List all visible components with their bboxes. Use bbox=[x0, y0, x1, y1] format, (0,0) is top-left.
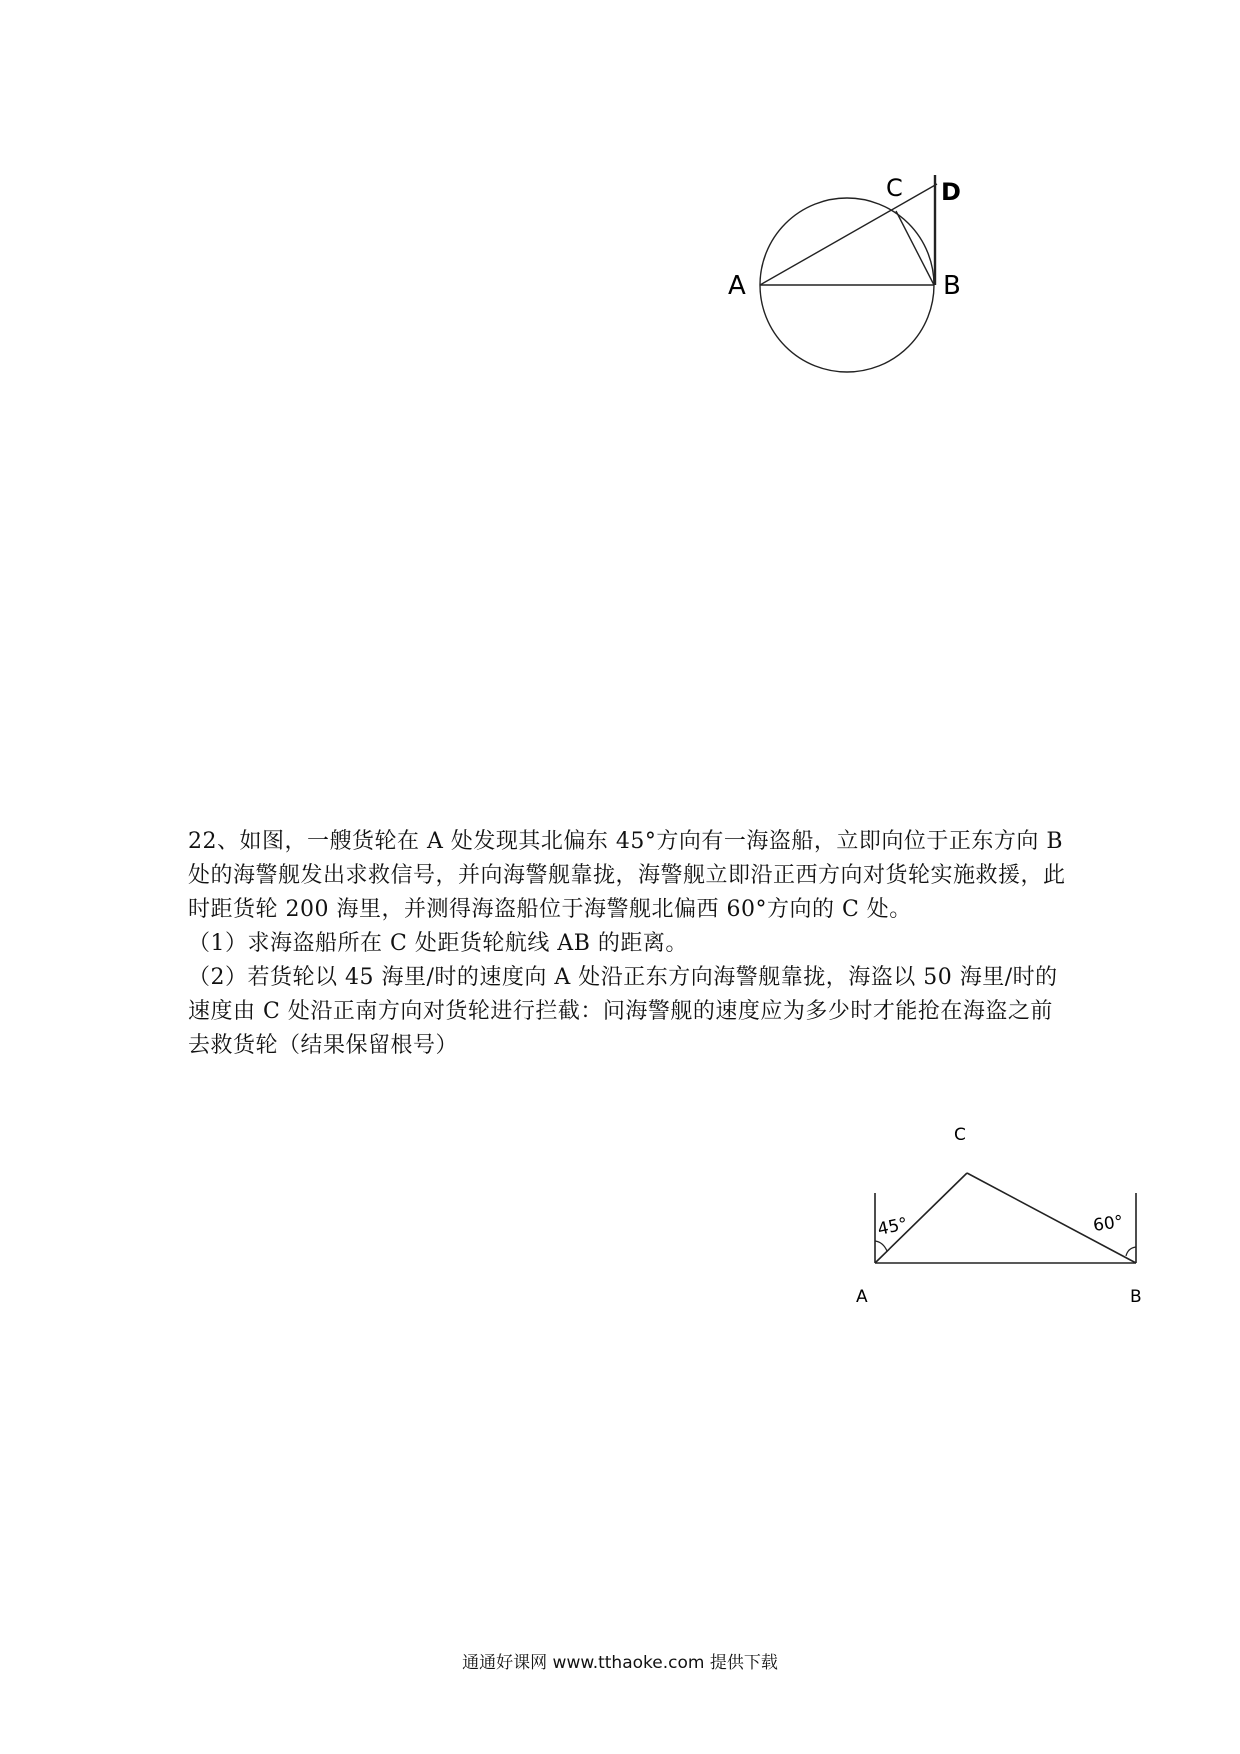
angle-arc-b bbox=[1126, 1247, 1136, 1256]
label-c: C bbox=[886, 174, 903, 202]
label-d: D bbox=[941, 178, 961, 206]
triangle-diagram bbox=[840, 1110, 1160, 1310]
problem-statement: 22、如图，一艘货轮在 A 处发现其北偏东 45°方向有一海盗船，立即向位于正东方向 B 处的海警舰发出求救信号，并向海警舰靠拢，海警舰立即沿正西方向对货轮实施救援，此时距货轮 200 海里，并测得海盗船位于海警舰北偏西 60°方向的 C 处。 bbox=[188, 829, 1066, 922]
label-a: A bbox=[856, 1287, 868, 1307]
label-a: A bbox=[728, 271, 746, 301]
problem-part-1: （1）求海盗船所在 C 处距货轮航线 AB 的距离。 bbox=[188, 931, 688, 956]
circle-diagram bbox=[700, 170, 980, 410]
segment-ad bbox=[760, 184, 937, 285]
problem-text bbox=[188, 825, 1068, 1063]
angle-arc-a bbox=[875, 1241, 887, 1251]
angle-label-b: 60° bbox=[1091, 1211, 1125, 1236]
footer-text: 通通好课网 www.tthaoke.com 提供下载 bbox=[462, 1653, 778, 1673]
angle-label-a: 45° bbox=[875, 1214, 910, 1240]
problem-part-2: （2）若货轮以 45 海里/时的速度向 A 处沿正东方向海警舰靠拢，海盗以 50 海里/时的速度由 C 处沿正南方向对货轮进行拦截：问海警舰的速度应为多少时才能抢在海盗之前去救货轮（结果保留根号） bbox=[188, 965, 1058, 1058]
label-b: B bbox=[1130, 1287, 1142, 1307]
label-b: B bbox=[943, 271, 961, 301]
label-c: C bbox=[954, 1125, 966, 1145]
segment-cb bbox=[896, 211, 934, 285]
